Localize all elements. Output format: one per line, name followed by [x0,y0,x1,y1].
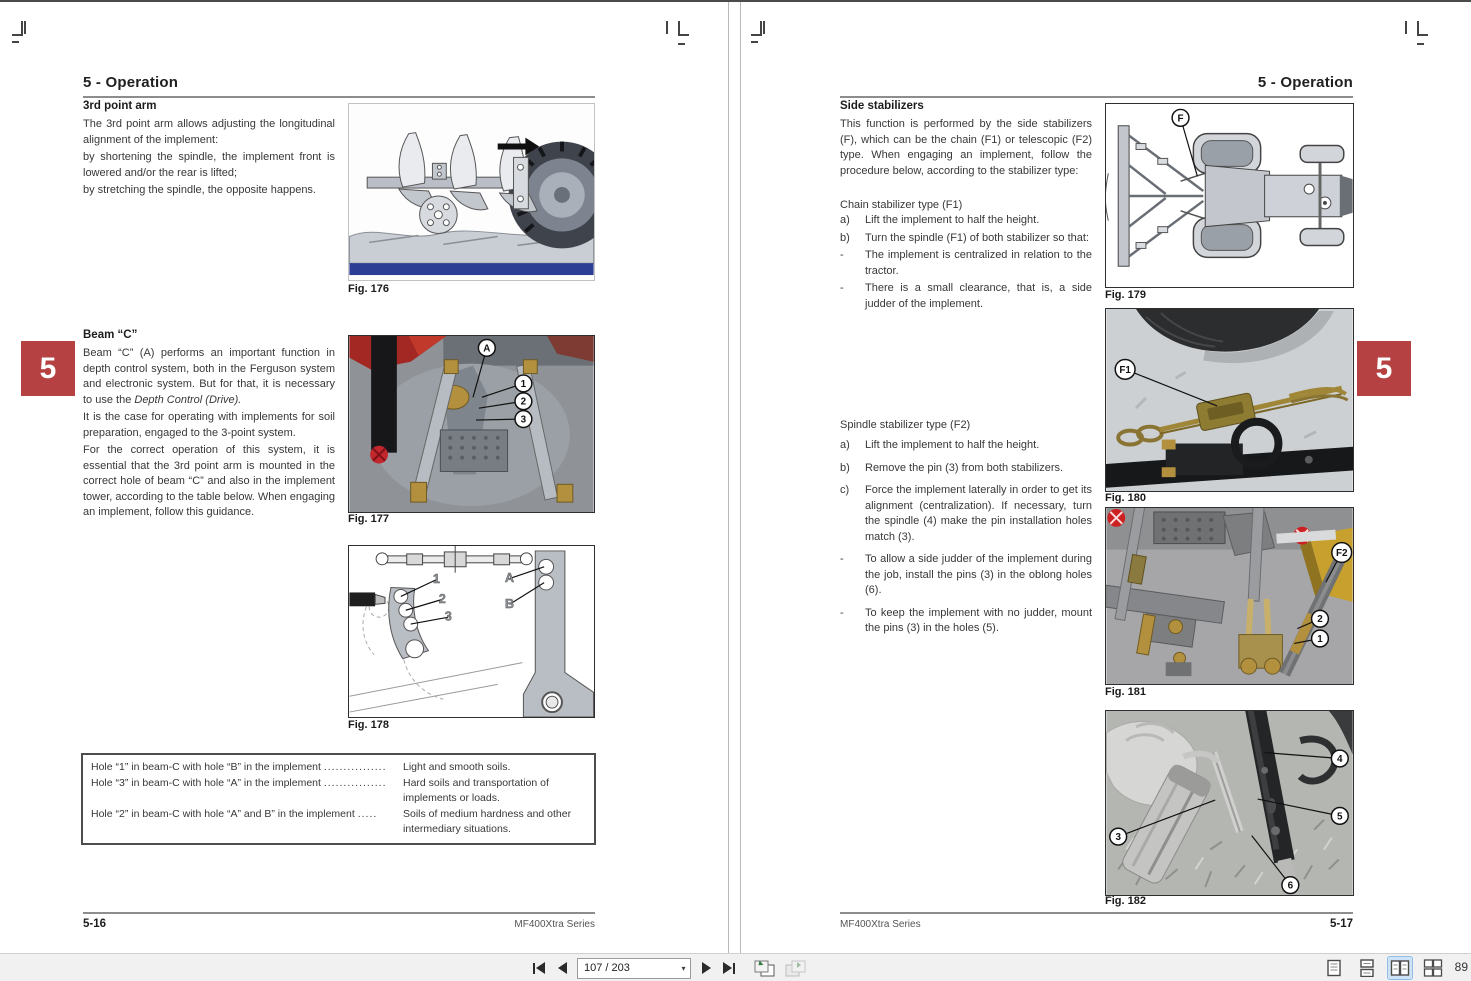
table-cell-condition: Hole “2” in beam-C with hole “A” and B” in the implement ..... [91,807,378,820]
dot-leader: ................ [323,776,387,789]
next-page-button[interactable] [698,959,714,977]
paragraph: by stretching the spindle, the opposite happens. [83,184,316,196]
chapter-tab: 5 [21,341,75,396]
crop-mark [751,41,758,43]
figure-caption: Fig. 180 [1105,492,1146,504]
dot-leader: ................ [323,761,387,773]
paragraph: It is the case for operating with implements for soil preparation, engaged to the 3-point system. [83,411,335,439]
list-item-text: To allow a side judder of the implement during the job, install the pins (3) in the oblong holes (6). [865,553,1092,596]
section-title-beam-c: Beam “C” [83,329,138,341]
facing-pages-view-button[interactable] [1388,957,1412,979]
list-item [840,461,1092,477]
previous-view-button[interactable] [752,959,776,977]
figure-caption: Fig. 179 [1105,289,1146,301]
figure-callout-label: 3 [1115,832,1121,844]
figure-callout-label: 4 [1337,753,1343,765]
figure-177-art [349,336,594,512]
list-item-text: The implement is centralized in relation to the tractor. [865,249,1092,277]
table-row [91,776,586,807]
crop-mark [1405,21,1407,34]
paragraph [83,346,335,408]
crop-mark [678,21,689,36]
paragraph-italic: Depth Control (Drive). [134,393,242,406]
list-item [840,248,1092,279]
figure-callout-label: 1 [1317,633,1323,645]
chapter-tab: 5 [1357,341,1411,396]
list-item-text: Remove the pin (3) from both stabilizers. [865,461,1064,474]
list-item-marker: - [840,282,844,294]
figure-callout-label: 2 [1317,614,1323,626]
figure-callout-label: F1 [1119,364,1131,376]
figure-180-chain-stabilizer-photo [1105,308,1354,492]
footer-series: MF400Xtra Series [514,919,595,930]
table-row [91,760,586,776]
figure-181-spindle-stabilizer-photo [1105,507,1354,685]
continuous-view-button[interactable] [1355,957,1379,979]
previous-page-button[interactable] [554,959,570,977]
page-number-combobox[interactable] [577,958,691,979]
list-item-text: Force the implement laterally in order to get its alignment (centralization). If necessary, turn the spindle (4) make the pin installation holes match (3). [865,484,1092,543]
figure-caption: Fig. 182 [1105,895,1146,907]
figure-callout-label: 6 [1287,880,1294,892]
spindle-stabilizer-heading: Spindle stabilizer type (F2) [840,419,971,431]
continuous-facing-view-button[interactable] [1421,957,1445,979]
list-item [840,552,1092,599]
beam-hole-table [81,753,596,845]
dot-leader: ..... [357,807,378,820]
section-title-3rd-point-arm: 3rd point arm [83,100,157,112]
table-cell-condition: Hole “3” in beam-C with hole “A” in the implement ................ [91,776,387,789]
figure-callout-label: 5 [1337,811,1343,823]
list-item-marker: - [840,553,844,565]
figure-180-art [1106,309,1353,491]
crop-mark [1417,21,1428,36]
figure-callout-label: 3 [444,608,452,624]
facing-pages-view-icon [1390,959,1410,977]
zoom-level-value: 89 [1454,960,1468,974]
figure-callout-label: F [1177,113,1184,125]
figure-callout-label: 1 [520,378,527,390]
page-number-input[interactable] [578,962,677,974]
list-item-marker: a) [840,439,850,451]
crop-mark [12,41,19,43]
figure-callout-label: F2 [1335,547,1348,559]
paragraph: This function is performed by the side stabilizers (F), which can be the chain (F1) or telescopic (F2) type. When engaging an implement, follow the procedure below, according to the stabilizer type: [840,118,1092,177]
figure-179-tractor-topview-drawing [1105,103,1354,288]
list-item-text: Lift the implement to half the height. [865,439,1040,451]
figure-callout-label: B [504,595,515,611]
figure-181-art [1106,508,1353,684]
list-item-marker: b) [840,461,850,474]
list-item [840,606,1092,637]
first-page-button[interactable] [531,959,547,977]
crop-mark [1417,43,1424,45]
list-item-marker: b) [840,231,850,244]
figure-caption: Fig. 176 [348,283,389,295]
single-page-view-icon [1325,959,1343,977]
previous-view-icon [752,959,776,978]
chain-stabilizer-list [840,213,1092,312]
table-cell-soil-type: Hard soils and transportation of implements or loads. [403,776,549,804]
figure-177-tractor-rear-photo [348,335,595,513]
continuous-facing-view-icon [1423,959,1443,977]
page-title: 5 - Operation [1257,74,1353,91]
page-title: 5 - Operation [83,74,179,91]
figure-callout-label: 1 [432,571,440,587]
paragraph: For the correct operation of this system, it is essential that the 3rd point arm is mounted in the correct hole of beam “C” and also in the implement tower, according to the table below. When engaging an implement, follow this guidance. [83,444,335,518]
list-item [840,281,1092,312]
crop-mark [24,21,26,34]
figure-callout-label: 2 [520,396,527,408]
table-cell-condition: Hole “1” in beam-C with hole “B” in the implement ................ [91,761,387,773]
paragraph: by shortening the spindle, the implement front is lowered and/or the rear is lifted; [83,151,335,179]
list-item [840,438,1092,454]
figure-caption: Fig. 177 [348,513,389,525]
list-item-marker: a) [840,214,850,226]
footer-series: MF400Xtra Series [840,919,921,930]
paragraph-text: Beam “C” (A) performs an important function in depth control system, both in the Ferguson system and electronic system. But for that, it is necessary to use the [83,347,335,406]
list-item-marker: - [840,606,844,619]
figure-178-art [349,546,594,717]
single-page-view-button[interactable] [1322,957,1346,979]
next-view-icon [783,959,807,978]
section-title-side-stabilizers: Side stabilizers [840,100,924,112]
crop-mark [751,21,762,36]
chain-stabilizer-heading: Chain stabilizer type (F1) [840,199,963,211]
crop-mark [678,43,685,45]
next-view-button[interactable] [783,959,807,977]
figure-callout-label: A [504,570,515,586]
pdf-page-right [740,2,1471,953]
last-page-button[interactable] [721,959,737,977]
footer-page-number: 5-17 [1329,918,1353,930]
list-item [840,483,1092,545]
table-row [91,807,586,838]
figure-caption: Fig. 181 [1105,686,1146,698]
figure-176-plough-drawing [348,103,595,281]
list-item-text: Lift the implement to half the height. [865,214,1040,226]
list-item [840,213,1092,229]
crop-mark [666,21,668,34]
figure-caption: Fig. 178 [348,719,389,731]
footer-page-number: 5-16 [83,918,107,930]
table-cell-soil-type: Soils of medium hardness and other intermediary situations. [403,807,572,835]
figure-179-art [1106,104,1353,287]
list-item-text: To keep the implement with no judder, mount the pins (3) in the holes (5). [865,606,1092,634]
pdf-viewer-toolbar [0,953,1471,981]
list-item-marker: - [840,249,844,261]
figure-176-art [349,104,594,280]
list-item-text: There is a small clearance, that is, a side judder of the implement. [865,282,1092,310]
figure-callout-label: 3 [520,414,527,426]
crop-mark [763,21,765,34]
list-item-marker: c) [840,484,850,496]
spindle-stabilizer-list [840,438,1092,637]
figure-182-pin-holes-photo [1105,710,1354,896]
figure-callout-label: A [483,343,491,355]
list-item-text: Turn the spindle (F1) of both stabilizer so that: [865,231,1089,244]
figure-178-beam-c-drawing [348,545,595,718]
continuous-view-icon [1358,959,1376,977]
list-item [840,231,1092,247]
paragraph: The 3rd point arm allows adjusting the longitudinal alignment of the implement: [83,118,335,146]
table-cell-soil-type: Light and smooth soils. [403,761,511,773]
figure-callout-label: 2 [438,590,446,606]
crop-mark [12,21,23,36]
pdf-page-left [0,2,729,953]
figure-182-art [1106,711,1353,895]
chevron-down-icon[interactable]: ▾ [681,963,686,973]
